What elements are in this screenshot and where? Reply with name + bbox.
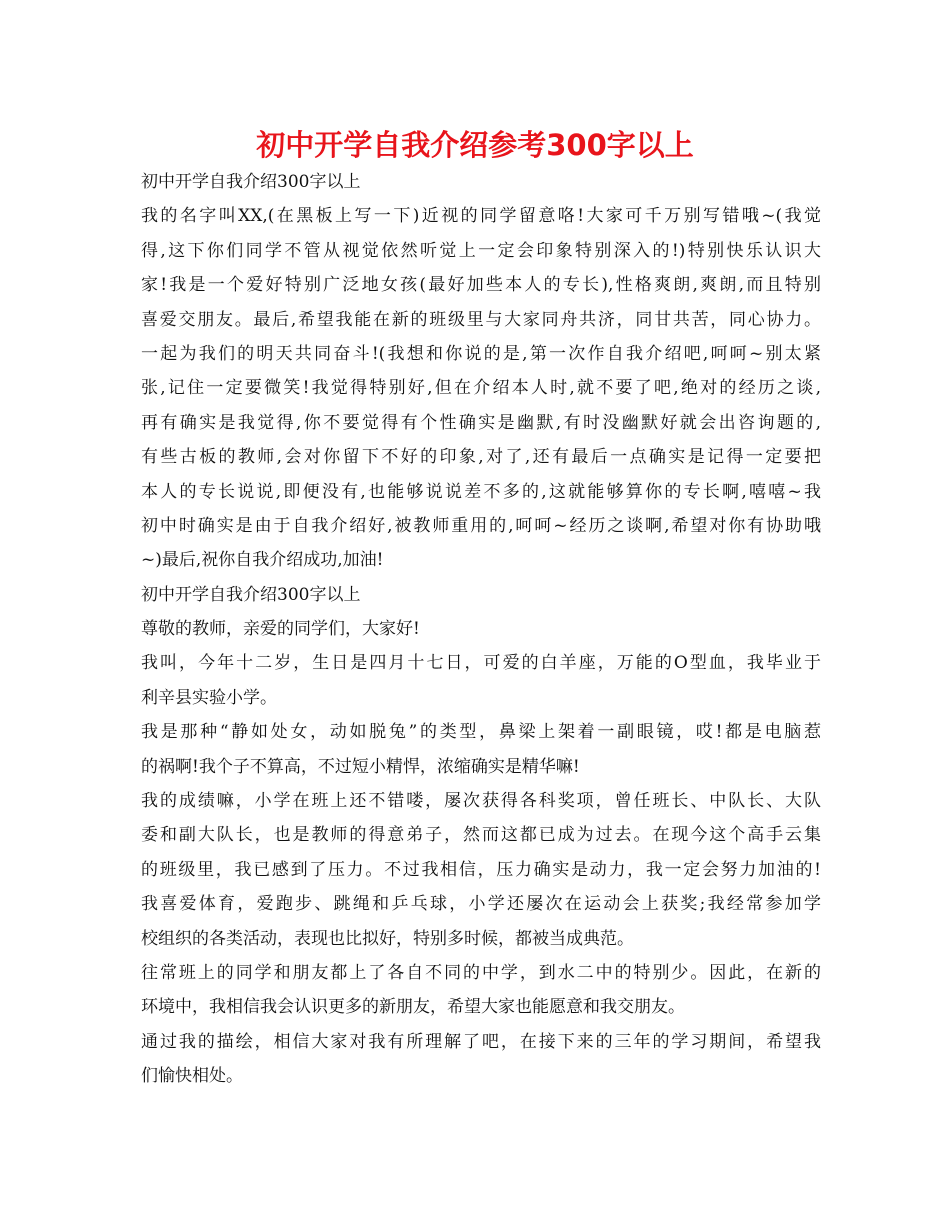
paragraph-line: 我的成绩嘛，小学在班上还不错喽，屡次获得各科奖项，曾任班长、中队长、大队 bbox=[141, 791, 821, 812]
document-title: 初中开学自我介绍参考300字以上 bbox=[256, 128, 694, 162]
paragraph-line: 再有确实是我觉得,你不要觉得有个性确实是幽默,有时没幽默好就会出咨询题的, bbox=[141, 412, 821, 433]
paragraph-line: 的祸啊!我个子不算高，不过短小精悍，浓缩确实是精华嘛! bbox=[141, 756, 580, 777]
paragraph-line: 通过我的描绘，相信大家对我有所理解了吧，在接下来的三年的学习期间，希望我 bbox=[141, 1031, 821, 1052]
paragraph-line: 们愉快相处。 bbox=[141, 1066, 243, 1087]
paragraph-line: 往常班上的同学和朋友都上了各自不同的中学，到水二中的特别少。因此，在新的 bbox=[141, 962, 821, 983]
paragraph-line: 利辛县实验小学。 bbox=[141, 687, 277, 708]
paragraph-line: 本人的专长说说,即便没有,也能够说说差不多的,这就能够算你的专长啊,嘻嘻~我 bbox=[141, 481, 821, 502]
greeting-line: 尊敬的教师，亲爱的同学们，大家好! bbox=[141, 619, 420, 640]
paragraph-line: 委和副大队长，也是教师的得意弟子，然而这都已成为过去。在现今这个高手云集 bbox=[141, 825, 821, 846]
paragraph-line: 张,记住一定要微笑!我觉得特别好,但在介绍本人时,就不要了吧,绝对的经历之谈, bbox=[141, 378, 821, 399]
paragraph-line: 有些古板的教师,会对你留下不好的印象,对了,还有最后一点确实是记得一定要把 bbox=[141, 447, 821, 468]
paragraph-line: 一起为我们的明天共同奋斗!(我想和你说的是,第一次作自我介绍吧,呵呵~别太紧 bbox=[141, 343, 821, 364]
paragraph-line: ~)最后,祝你自我介绍成功,加油! bbox=[141, 550, 384, 571]
paragraph-line: 我喜爱体育，爱跑步、跳绳和乒乓球，小学还屡次在运动会上获奖;我经常参加学 bbox=[141, 894, 821, 915]
paragraph-line: 家!我是一个爱好特别广泛地女孩(最好加些本人的专长),性格爽朗,爽朗,而且特别 bbox=[141, 275, 821, 296]
subtitle-line: 初中开学自我介绍300字以上 bbox=[141, 172, 361, 192]
paragraph-line: 我叫，今年十二岁，生日是四月十七日，可爱的白羊座，万能的O型血，我毕业于 bbox=[141, 653, 821, 674]
paragraph-line: 校组织的各类活动，表现也比拟好，特别多时候，都被当成典范。 bbox=[141, 928, 634, 949]
paragraph-line: 初中时确实是由于自我介绍好,被教师重用的,呵呵~经历之谈啊,希望对你有协助哦 bbox=[141, 515, 821, 536]
subtitle-line: 初中开学自我介绍300字以上 bbox=[141, 584, 361, 605]
document-body bbox=[141, 165, 821, 1094]
paragraph-line: 我是那种“静如处女，动如脱兔”的类型，鼻梁上架着一副眼镜，哎!都是电脑惹 bbox=[141, 722, 821, 743]
paragraph-line: 喜爱交朋友。最后,希望我能在新的班级里与大家同舟共济，同甘共苦，同心协力。 bbox=[141, 309, 821, 330]
paragraph-line: 得,这下你们同学不管从视觉依然听觉上一定会印象特别深入的!)特别快乐认识大 bbox=[141, 240, 821, 261]
paragraph-line: 的班级里，我已感到了压力。不过我相信，压力确实是动力，我一定会努力加油的! bbox=[141, 859, 821, 880]
paragraph-line: 环境中，我相信我会认识更多的新朋友，希望大家也能愿意和我交朋友。 bbox=[141, 997, 685, 1018]
paragraph-line: 我的名字叫XX,(在黑板上写一下)近视的同学留意咯!大家可千万别写错哦~(我觉 bbox=[141, 206, 821, 227]
